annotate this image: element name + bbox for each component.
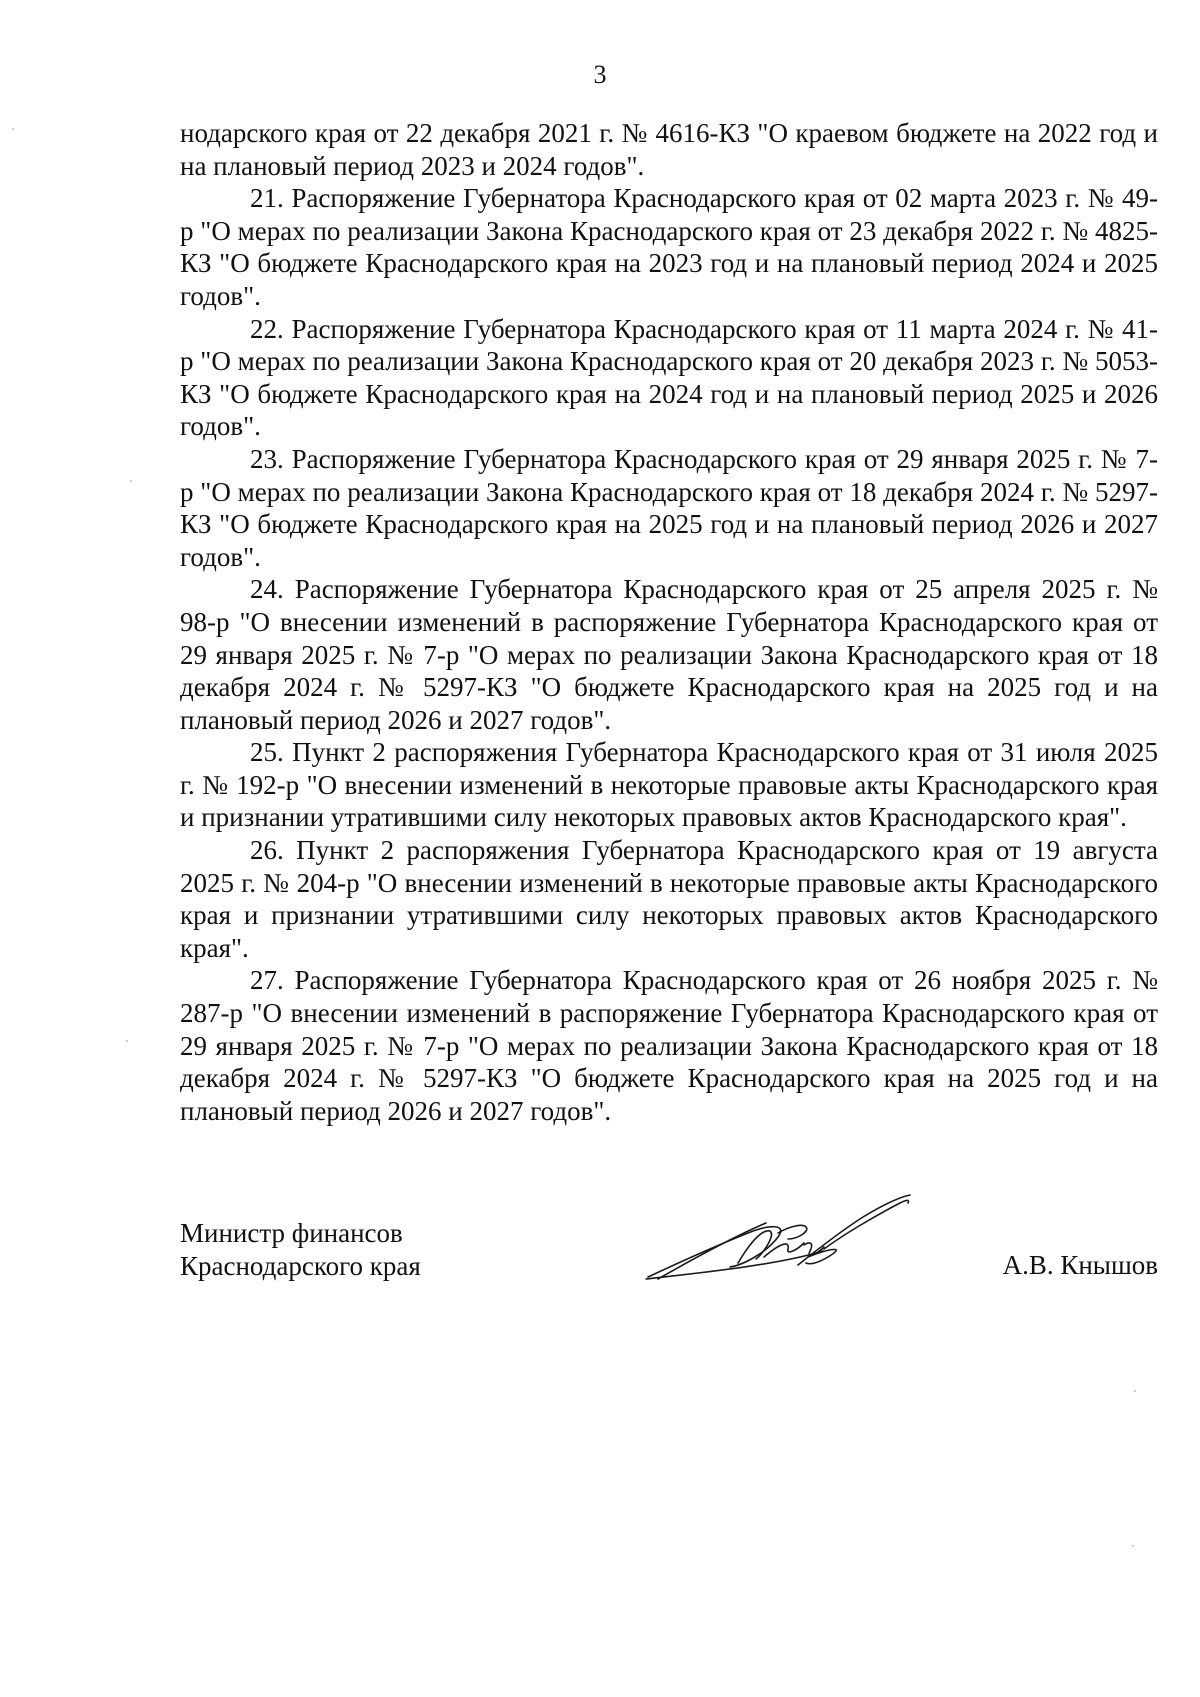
- signer-title-line-2: Краснодарского края: [180, 1250, 421, 1281]
- paragraph-item-26: 26. Пункт 2 распоряжения Губернатора Краснодарского края от 19 августа 2025 г. № 204-р "О внесении изменений в некоторые правовые акты Краснодарского края и признании утратившими силу некоторых правовых актов Краснодарского края".: [180, 835, 1158, 963]
- signer-name: А.В. Кнышов: [1002, 1250, 1158, 1280]
- document-body: [180, 117, 1158, 1127]
- signature-block: [180, 1217, 1158, 1307]
- signer-title-line-1: Министр финансов: [180, 1218, 403, 1248]
- scan-speck: [126, 1040, 128, 1042]
- paragraph-item-25: 25. Пункт 2 распоряжения Губернатора Краснодарского края от 31 июля 2025 г. № 192-р "О внесении изменений в некоторые правовые акты Краснодарского края и признании утратившими силу некоторых правовых актов Краснодарского края".: [180, 737, 1158, 833]
- scan-speck: [12, 128, 14, 130]
- paragraph-item-23: 23. Распоряжение Губернатора Краснодарского края от 29 января 2025 г. № 7-р "О мерах по реализации Закона Краснодарского края от 18 декабря 2024 г. № 5297-КЗ "О бюджете Краснодарского края на 2025 год и на плановый период 2026 и 2027 годов".: [180, 443, 1158, 572]
- scan-speck: [130, 480, 132, 482]
- page-number: 3: [593, 60, 607, 89]
- scan-speck: [1134, 1390, 1136, 1392]
- scan-speck: [1132, 1545, 1134, 1547]
- paragraph-item-22: 22. Распоряжение Губернатора Краснодарского края от 11 марта 2024 г. № 41-р "О мерах по реализации Закона Краснодарского края от 20 декабря 2023 г. № 5053-КЗ "О бюджете Краснодарского края на 2024 год и на плановый период 2025 и 2026 годов".: [180, 313, 1158, 442]
- handwritten-signature-icon: [638, 1193, 928, 1283]
- paragraph-item-27: 27. Распоряжение Губернатора Краснодарского края от 26 ноября 2025 г. № 287-р "О внесении изменений в распоряжение Губернатора Краснодарского края от 29 января 2025 г. № 7-р "О мерах по реализации Закона Краснодарского края от 18 декабря 2024 г. № 5297-КЗ "О бюджете Краснодарского края на 2025 год и на плановый период 2026 и 2027 годов".: [180, 965, 1158, 1126]
- paragraph-item-24: 24. Распоряжение Губернатора Краснодарского края от 25 апреля 2025 г. № 98-р "О внесении изменений в распоряжение Губернатора Краснодарского края от 29 января 2025 г. № 7-р "О мерах по реализации Закона Краснодарского края от 18 декабря 2024 г. № 5297-КЗ "О бюджете Краснодарского края на 2025 год и на плановый период 2026 и 2027 годов".: [180, 574, 1158, 735]
- paragraph-continuation: нодарского края от 22 декабря 2021 г. № 4616-КЗ "О краевом бюджете на 2022 год и на плановый период 2023 и 2024 годов".: [180, 118, 1158, 181]
- signer-title: [180, 1217, 421, 1282]
- paragraph-item-21: 21. Распоряжение Губернатора Краснодарского края от 02 марта 2023 г. № 49-р "О мерах по реализации Закона Краснодарского края от 23 декабря 2022 г. № 4825-КЗ "О бюджете Краснодарского края на 2023 год и на плановый период 2024 и 2025 годов".: [180, 183, 1158, 311]
